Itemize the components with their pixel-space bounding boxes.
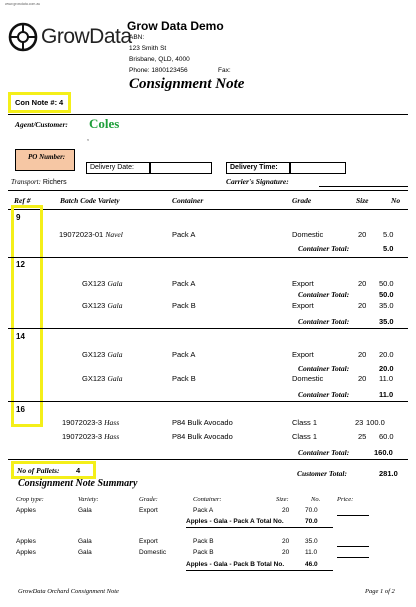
no-cell: 35.0 — [379, 301, 394, 310]
summary-container: Pack B — [193, 538, 214, 545]
batch-cell: 19072023-01 Navel — [59, 230, 123, 239]
agent-value: Coles — [89, 116, 120, 131]
header-batch: Batch Code Variety — [60, 196, 120, 205]
size-cell: 20 — [358, 301, 367, 310]
summary-crop: Apples — [16, 538, 36, 545]
header-size: Size — [356, 196, 369, 205]
no-cell: 50.0 — [379, 279, 394, 288]
summary-total-value: 46.0 — [305, 561, 318, 568]
transport-label: Transport: — [11, 178, 41, 186]
company-city: Brisbane, QLD, 4000 — [129, 56, 190, 63]
grade-cell: Export — [292, 350, 314, 359]
header-grade: Grade — [292, 196, 312, 205]
document-title: Consignment Note — [129, 76, 245, 92]
company-street: 123 Smith St — [129, 45, 167, 52]
agent-comma: , — [87, 135, 89, 142]
customer-total-value: 281.0 — [379, 469, 398, 478]
con-note-value: 4 — [59, 98, 64, 107]
header-container: Container — [172, 196, 204, 205]
container-cell: P84 Bulk Avocado — [172, 418, 233, 427]
container-cell: Pack B — [172, 374, 196, 383]
company-phone: Phone: 1800123456 — [129, 67, 188, 74]
batch-cell: GX123 Gala — [82, 374, 123, 383]
summary-variety: Gala — [78, 507, 92, 514]
size-cell: 20 — [358, 350, 367, 359]
header-no: No — [391, 196, 401, 205]
carrier-signature-line[interactable] — [319, 186, 408, 187]
summary-no: 11.0 — [305, 549, 318, 556]
agent-label: Agent/Customer: — [15, 120, 68, 129]
grade-cell: Class 1 — [292, 418, 318, 427]
container-total-value: 11.0 — [379, 390, 394, 399]
footer-left: GrowData Orchard Consignment Note — [18, 588, 119, 595]
no-cell: 5.0 — [383, 230, 394, 239]
transport-divider — [8, 190, 408, 191]
summary-header-variety: Variety: — [78, 496, 99, 503]
ref-column-highlight — [11, 205, 43, 427]
group-ref: 14 — [16, 332, 25, 341]
summary-size: 20 — [282, 507, 290, 514]
summary-total-value: 70.0 — [305, 518, 318, 525]
summary-header-grade: Grade: — [139, 496, 158, 503]
summary-price-line[interactable] — [337, 546, 369, 547]
summary-size: 20 — [282, 538, 290, 545]
summary-price-line[interactable] — [337, 557, 369, 558]
grade-cell: Domestic — [292, 374, 324, 383]
batch-cell: GX123 Gala — [82, 279, 123, 288]
summary-title: Consignment Note Summary — [18, 478, 138, 489]
container-cell: P84 Bulk Avocado — [172, 432, 233, 441]
company-fax: Fax: — [218, 67, 231, 74]
summary-price-line[interactable] — [337, 515, 369, 516]
container-total-label: Container Total: — [298, 317, 350, 326]
delivery-date-label: Delivery Date: — [90, 164, 134, 171]
batch-cell: 19072023-3 Hass — [62, 432, 120, 441]
no-cell: 60.0 — [379, 432, 394, 441]
summary-total-label: Apples - Gala - Pack A Total No. — [186, 518, 284, 525]
summary-grade: Export — [139, 538, 158, 545]
pallets-value: 4 — [76, 466, 81, 475]
summary-size: 20 — [282, 549, 290, 556]
no-cell: 11.0 — [379, 374, 394, 383]
container-cell: Pack A — [172, 279, 196, 288]
delivery-date-field[interactable] — [150, 162, 212, 174]
summary-header-crop: Crop type: — [16, 496, 44, 503]
company-abn: ABN: — [129, 34, 145, 41]
summary-container: Pack B — [193, 549, 214, 556]
tiny-header-text: www.growdata.com.au — [5, 2, 41, 6]
summary-header-container: Container: — [193, 496, 222, 503]
summary-crop: Apples — [16, 507, 36, 514]
batch-cell: GX123 Gala — [82, 350, 123, 359]
batch-cell: 19072023-3 Hass — [62, 418, 120, 427]
group-divider — [8, 459, 408, 460]
summary-total-label: Apples - Gala - Pack B Total No. — [186, 561, 285, 568]
group-ref: 16 — [16, 405, 25, 414]
summary-header-no: No. — [311, 496, 321, 503]
summary-header-price: Price: — [337, 496, 354, 503]
container-total-value: 5.0 — [383, 244, 394, 253]
container-total-value: 20.0 — [379, 364, 394, 373]
container-total-label: Container Total: — [298, 244, 350, 253]
container-total-label: Container Total: — [298, 390, 350, 399]
summary-total-underline — [186, 570, 333, 571]
summary-variety: Gala — [78, 538, 92, 545]
po-number-label: PO Number: — [28, 153, 66, 161]
grow-data-logo-icon — [8, 22, 38, 52]
group-divider — [8, 257, 408, 258]
transport-value: Richers — [42, 179, 67, 186]
size-cell: 23 — [355, 418, 364, 427]
grade-cell: Class 1 — [292, 432, 318, 441]
summary-total-underline — [186, 527, 333, 528]
container-cell: Pack A — [172, 350, 196, 359]
size-cell: 20 — [358, 230, 367, 239]
container-cell: Pack A — [172, 230, 196, 239]
summary-crop: Apples — [16, 549, 36, 556]
summary-grade: Export — [139, 507, 158, 514]
size-cell: 20 — [358, 279, 367, 288]
grade-cell: Domestic — [292, 230, 324, 239]
customer-total-label: Customer Total: — [297, 469, 347, 478]
con-note-label: Con Note #: — [15, 98, 58, 107]
container-total-value: 50.0 — [379, 290, 394, 299]
delivery-time-label-box — [226, 162, 290, 174]
delivery-date-label-box — [86, 162, 150, 174]
size-cell: 25 — [358, 432, 367, 441]
container-cell: Pack B — [172, 301, 196, 310]
container-total-label: Container Total: — [298, 290, 350, 299]
summary-container: Pack A — [193, 507, 214, 514]
summary-no: 35.0 — [305, 538, 318, 545]
batch-cell: GX123 Gala — [82, 301, 123, 310]
grade-cell: Export — [292, 279, 314, 288]
table-header-divider — [8, 209, 408, 210]
container-total-label: Container Total: — [298, 364, 350, 373]
size-cell: 20 — [358, 374, 367, 383]
transport-row — [11, 178, 67, 186]
container-total-label: Container Total: — [298, 448, 350, 457]
summary-no: 70.0 — [305, 507, 318, 514]
grade-cell: Export — [292, 301, 314, 310]
po-number-box[interactable] — [15, 149, 75, 171]
summary-variety: Gala — [78, 549, 92, 556]
company-name: Grow Data Demo — [127, 19, 224, 33]
group-ref: 12 — [16, 260, 25, 269]
summary-grade: Domestic — [139, 549, 167, 556]
delivery-time-field[interactable] — [290, 162, 346, 174]
container-total-value: 35.0 — [379, 317, 394, 326]
no-cell: 20.0 — [379, 350, 394, 359]
group-divider — [8, 328, 408, 329]
footer-page: Page 1 of 2 — [365, 588, 395, 595]
header-divider — [8, 114, 408, 115]
summary-header-size: Size: — [276, 496, 289, 503]
no-cell: 100.0 — [366, 418, 385, 427]
group-divider — [8, 401, 408, 402]
delivery-time-label: Delivery Time: — [230, 164, 278, 171]
group-ref: 9 — [16, 213, 21, 222]
carrier-signature-label: Carrier's Signature: — [226, 177, 289, 186]
logo-text: GrowData — [41, 25, 132, 48]
container-total-value: 160.0 — [374, 448, 393, 457]
pallets-label: No of Pallets: — [17, 466, 60, 475]
header-ref: Ref # — [14, 196, 31, 205]
